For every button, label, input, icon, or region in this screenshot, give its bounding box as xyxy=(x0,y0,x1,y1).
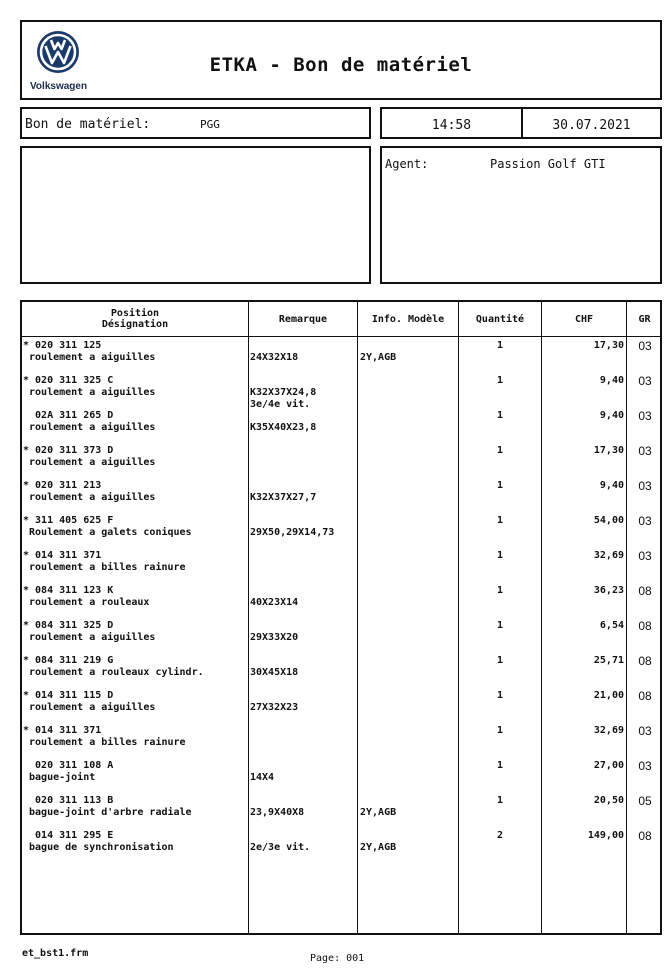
cell-remark: 14X4 xyxy=(250,772,275,783)
date-value: 30.07.2021 xyxy=(552,118,631,133)
cell-quantity: 1 xyxy=(496,515,504,526)
cell-position xyxy=(23,655,247,679)
cell-position xyxy=(23,690,247,714)
cell-price-chf: 25,71 xyxy=(593,655,624,666)
cell-group: 03 xyxy=(638,374,652,388)
cell-group: 03 xyxy=(638,724,652,738)
part-number: * 020 311 373 D xyxy=(23,445,114,456)
part-number: 014 311 295 E xyxy=(23,830,114,841)
order-label: Bon de matériel: xyxy=(25,117,151,132)
cell-position xyxy=(23,795,247,819)
cell-position xyxy=(23,480,247,504)
cell-group: 03 xyxy=(638,339,652,353)
agent-box xyxy=(380,146,662,284)
table-row xyxy=(22,723,660,758)
cell-quantity: 1 xyxy=(496,725,504,736)
cell-quantity: 1 xyxy=(496,340,504,351)
part-designation: roulement a rouleaux xyxy=(23,597,150,608)
cell-price-chf: 32,69 xyxy=(593,725,624,736)
cell-remark: K32X37X27,7 xyxy=(250,492,317,503)
cell-position xyxy=(23,445,247,469)
agent-value: Passion Golf GTI xyxy=(490,157,606,171)
part-number: * 311 405 625 F xyxy=(23,515,114,526)
cell-group: 03 xyxy=(638,759,652,773)
table-row xyxy=(22,653,660,688)
cell-position xyxy=(23,550,247,574)
part-designation: roulement a aiguilles xyxy=(23,702,156,713)
part-designation: bague de synchronisation xyxy=(23,842,174,853)
part-designation: roulement a aiguilles xyxy=(23,492,156,503)
cell-remark: 29X50,29X14,73 xyxy=(250,527,335,538)
cell-quantity: 1 xyxy=(496,445,504,456)
cell-group: 03 xyxy=(638,409,652,423)
document-title: ETKA - Bon de matériel xyxy=(209,54,473,76)
logo-text: Volkswagen xyxy=(30,81,88,92)
table-row xyxy=(22,758,660,793)
cell-group: 03 xyxy=(638,549,652,563)
footer-page-number: Page: 001 xyxy=(310,953,365,964)
agent-label: Agent: xyxy=(385,157,429,171)
header-gr: GR xyxy=(638,313,651,325)
cell-model-info: 2Y,AGB xyxy=(360,352,397,363)
part-number: 020 311 113 B xyxy=(23,795,114,806)
cell-position xyxy=(23,760,247,784)
cell-group: 08 xyxy=(638,689,652,703)
part-designation: roulement a aiguilles xyxy=(23,457,156,468)
cell-price-chf: 36,23 xyxy=(593,585,624,596)
cell-price-chf: 17,30 xyxy=(593,340,624,351)
header-info: Info. Modèle xyxy=(371,313,445,325)
cell-model-info: 2Y,AGB xyxy=(360,807,397,818)
cell-group: 03 xyxy=(638,444,652,458)
part-number: * 014 311 371 xyxy=(23,550,102,561)
cell-price-chf: 9,40 xyxy=(599,375,624,386)
header-designation-label: Désignation xyxy=(101,319,169,330)
table-row xyxy=(22,478,660,513)
table-row xyxy=(22,583,660,618)
order-field xyxy=(20,107,371,139)
header-position xyxy=(22,302,248,336)
cell-position xyxy=(23,585,247,609)
part-designation: Roulement a galets coniques xyxy=(23,527,192,538)
cell-remark: 2e/3e vit. xyxy=(250,842,311,853)
cell-position xyxy=(23,410,247,434)
parts-table xyxy=(20,300,662,935)
cell-position xyxy=(23,620,247,644)
part-number: 020 311 108 A xyxy=(23,760,114,771)
header-position-label: Position xyxy=(110,308,160,319)
table-row xyxy=(22,828,660,863)
table-row xyxy=(22,373,660,408)
address-box xyxy=(20,146,371,284)
cell-group: 03 xyxy=(638,479,652,493)
cell-position xyxy=(23,830,247,854)
part-designation: roulement a aiguilles xyxy=(23,352,156,363)
cell-remark: K35X40X23,8 xyxy=(250,422,317,433)
part-number: * 014 311 371 xyxy=(23,725,102,736)
cell-quantity: 1 xyxy=(496,410,504,421)
header-remark: Remarque xyxy=(278,313,328,325)
document-header xyxy=(20,20,662,100)
cell-remark: 40X23X14 xyxy=(250,597,299,608)
part-number: * 020 311 125 xyxy=(23,340,102,351)
cell-group: 05 xyxy=(638,794,652,808)
part-designation: roulement a rouleaux cylindr. xyxy=(23,667,204,678)
part-number: * 084 311 325 D xyxy=(23,620,114,631)
part-number: 02A 311 265 D xyxy=(23,410,114,421)
cell-group: 08 xyxy=(638,619,652,633)
cell-position xyxy=(23,725,247,749)
header-divider xyxy=(22,336,660,337)
cell-remark: K32X37X24,8 3e/4e vit. xyxy=(250,387,317,410)
cell-remark: 27X32X23 xyxy=(250,702,299,713)
cell-quantity: 1 xyxy=(496,690,504,701)
part-number: * 084 311 219 G xyxy=(23,655,114,666)
cell-price-chf: 54,00 xyxy=(593,515,624,526)
part-designation: roulement a billes rainure xyxy=(23,562,186,573)
cell-quantity: 1 xyxy=(496,620,504,631)
part-number: * 020 311 213 xyxy=(23,480,102,491)
cell-remark: 29X33X20 xyxy=(250,632,299,643)
cell-price-chf: 32,69 xyxy=(593,550,624,561)
table-row xyxy=(22,793,660,828)
part-number: * 020 311 325 C xyxy=(23,375,114,386)
cell-price-chf: 6,54 xyxy=(599,620,624,631)
part-number: * 014 311 115 D xyxy=(23,690,114,701)
time-value: 14:58 xyxy=(431,118,472,133)
table-row xyxy=(22,548,660,583)
cell-price-chf: 9,40 xyxy=(599,410,624,421)
table-row xyxy=(22,513,660,548)
cell-position xyxy=(23,515,247,539)
cell-quantity: 1 xyxy=(496,795,504,806)
table-row xyxy=(22,618,660,653)
cell-remark: 23,9X40X8 xyxy=(250,807,305,818)
datetime-field xyxy=(380,107,662,139)
cell-quantity: 1 xyxy=(496,375,504,386)
cell-price-chf: 21,00 xyxy=(593,690,624,701)
table-row xyxy=(22,408,660,443)
part-number: * 084 311 123 K xyxy=(23,585,114,596)
cell-remark: 30X45X18 xyxy=(250,667,299,678)
part-designation: bague-joint d'arbre radiale xyxy=(23,807,192,818)
cell-price-chf: 20,50 xyxy=(593,795,624,806)
cell-price-chf: 27,00 xyxy=(593,760,624,771)
part-designation: bague-joint xyxy=(23,772,96,783)
cell-remark: 24X32X18 xyxy=(250,352,299,363)
table-row xyxy=(22,443,660,478)
cell-group: 08 xyxy=(638,654,652,668)
cell-quantity: 1 xyxy=(496,480,504,491)
table-row xyxy=(22,338,660,373)
part-designation: roulement a aiguilles xyxy=(23,632,156,643)
cell-position xyxy=(23,375,247,399)
header-chf: CHF xyxy=(574,313,594,325)
cell-price-chf: 9,40 xyxy=(599,480,624,491)
cell-price-chf: 149,00 xyxy=(587,830,624,841)
part-designation: roulement a aiguilles xyxy=(23,422,156,433)
cell-quantity: 1 xyxy=(496,655,504,666)
header-quantity: Quantité xyxy=(475,313,525,325)
cell-group: 08 xyxy=(638,829,652,843)
part-designation: roulement a billes rainure xyxy=(23,737,186,748)
cell-price-chf: 17,30 xyxy=(593,445,624,456)
cell-position xyxy=(23,340,247,364)
cell-quantity: 1 xyxy=(496,585,504,596)
cell-quantity: 1 xyxy=(496,550,504,561)
cell-quantity: 2 xyxy=(496,830,504,841)
footer-filename: et_bst1.frm xyxy=(22,948,89,959)
cell-model-info: 2Y,AGB xyxy=(360,842,397,853)
cell-quantity: 1 xyxy=(496,760,504,771)
order-value: PGG xyxy=(200,118,220,131)
cell-group: 03 xyxy=(638,514,652,528)
table-row xyxy=(22,688,660,723)
cell-group: 08 xyxy=(638,584,652,598)
part-designation: roulement a aiguilles xyxy=(23,387,156,398)
